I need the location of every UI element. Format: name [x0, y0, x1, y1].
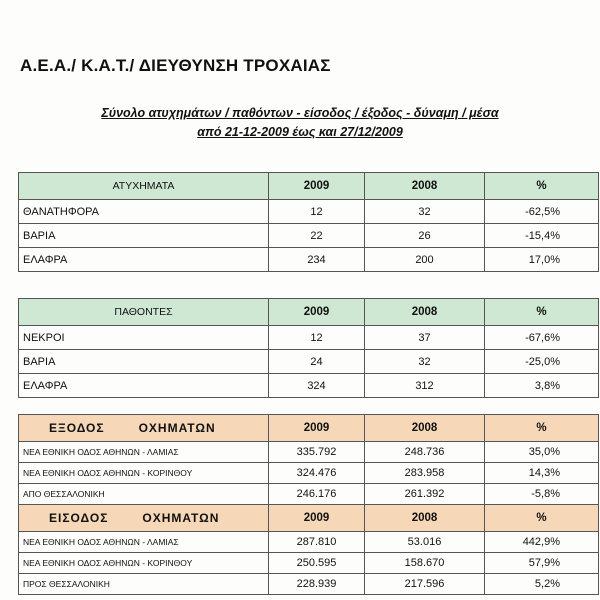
row-label: ΘΑΝΑΤΗΦΟΡΑ	[19, 200, 269, 224]
value-2009: 324	[269, 374, 365, 398]
row-label: ΒΑΡΙΑ	[19, 224, 269, 248]
table-row	[19, 200, 599, 224]
value-2008: 248.736	[365, 442, 485, 463]
value-pct: -62,5%	[485, 200, 599, 224]
value-2009: 287.810	[269, 532, 365, 553]
row-label: ΝΕΑ ΕΘΝΙΚΗ ΟΔΟΣ ΑΘΗΝΩΝ - ΛΑΜΙΑΣ	[19, 442, 269, 463]
value-pct: -25,0%	[485, 350, 599, 374]
row-label: ΝΕΑ ΕΘΝΙΚΗ ΟΔΟΣ ΑΘΗΝΩΝ - ΛΑΜΙΑΣ	[19, 532, 269, 553]
value-2008: 312	[365, 374, 485, 398]
value-pct: 442,9%	[485, 532, 599, 553]
accidents-header-2009: 2009	[269, 173, 365, 200]
table-row	[19, 224, 599, 248]
value-2008: 217.596	[365, 574, 485, 595]
victims-header-pct: %	[485, 299, 599, 326]
value-pct: 17,0%	[485, 248, 599, 272]
value-pct: -15,4%	[485, 224, 599, 248]
table-row	[19, 374, 599, 398]
value-2008: 283.958	[365, 463, 485, 484]
document-subtitle	[0, 104, 600, 142]
accidents-header-2008: 2008	[365, 173, 485, 200]
value-pct: 57,9%	[485, 553, 599, 574]
value-2009: 335.792	[269, 442, 365, 463]
entry-header-row	[19, 505, 599, 532]
value-2008: 200	[365, 248, 485, 272]
row-label: ΕΛΑΦΡΑ	[19, 248, 269, 272]
entry-header-word-1: ΕΙΣΟΔΟΣ	[49, 511, 109, 525]
value-2008: 32	[365, 200, 485, 224]
row-label: ΝΕΚΡΟΙ	[19, 326, 269, 350]
value-2009: 234	[269, 248, 365, 272]
row-label: ΒΑΡΙΑ	[19, 350, 269, 374]
victims-header-2008: 2008	[365, 299, 485, 326]
row-label: ΝΕΑ ΕΘΝΙΚΗ ΟΔΟΣ ΑΘΗΝΩΝ - ΚΟΡΙΝΘΟΥ	[19, 553, 269, 574]
table-row	[19, 484, 599, 505]
accidents-header-pct: %	[485, 173, 599, 200]
table-row	[19, 248, 599, 272]
table-row	[19, 574, 599, 595]
table-row	[19, 442, 599, 463]
value-2008: 158.670	[365, 553, 485, 574]
value-pct: 5,2%	[485, 574, 599, 595]
exit-header-2008: 2008	[365, 415, 485, 442]
value-pct: 14,3%	[485, 463, 599, 484]
accidents-header-label: ΑΤΥΧΗΜΑΤΑ	[19, 173, 269, 200]
value-2009: 228.939	[269, 574, 365, 595]
exit-header-label	[19, 415, 269, 442]
document-title: Α.Ε.Α./ Κ.Α.Τ./ ΔΙΕΥΘΥΝΣΗ ΤΡΟΧΑΙΑΣ	[20, 56, 331, 75]
value-2008: 53.016	[365, 532, 485, 553]
victims-header-row	[19, 299, 599, 326]
table-row	[19, 553, 599, 574]
entry-header-word-2: ΟΧΗΜΑΤΩΝ	[142, 511, 220, 525]
table-row	[19, 350, 599, 374]
value-2008: 32	[365, 350, 485, 374]
table-row	[19, 463, 599, 484]
vehicles-table	[18, 414, 599, 595]
value-2009: 246.176	[269, 484, 365, 505]
value-pct: -67,6%	[485, 326, 599, 350]
value-2009: 12	[269, 200, 365, 224]
exit-header-word-1: ΕΞΟΔΟΣ	[49, 421, 105, 435]
exit-header-row	[19, 415, 599, 442]
value-2009: 250.595	[269, 553, 365, 574]
victims-header-2009: 2009	[269, 299, 365, 326]
entry-header-pct: %	[485, 505, 599, 532]
value-2009: 324.476	[269, 463, 365, 484]
table-row	[19, 532, 599, 553]
value-pct: 3,8%	[485, 374, 599, 398]
entry-header-2009: 2009	[269, 505, 365, 532]
row-label: ΕΛΑΦΡΑ	[19, 374, 269, 398]
victims-header-label: ΠΑΘΟΝΤΕΣ	[19, 299, 269, 326]
exit-header-word-2: ΟΧΗΜΑΤΩΝ	[138, 421, 216, 435]
value-2008: 26	[365, 224, 485, 248]
exit-header-2009: 2009	[269, 415, 365, 442]
value-2009: 24	[269, 350, 365, 374]
value-2008: 261.392	[365, 484, 485, 505]
value-pct: -5,8%	[485, 484, 599, 505]
row-label: ΑΠΟ ΘΕΣΣΑΛΟΝΙΚΗ	[19, 484, 269, 505]
table-row	[19, 326, 599, 350]
entry-header-2008: 2008	[365, 505, 485, 532]
value-2009: 22	[269, 224, 365, 248]
victims-table	[18, 298, 599, 398]
accidents-table	[18, 172, 599, 272]
value-2008: 37	[365, 326, 485, 350]
accidents-header-row	[19, 173, 599, 200]
value-2009: 12	[269, 326, 365, 350]
row-label: ΝΕΑ ΕΘΝΙΚΗ ΟΔΟΣ ΑΘΗΝΩΝ - ΚΟΡΙΝΘΟΥ	[19, 463, 269, 484]
subtitle-line-1: Σύνολο ατυχημάτων / παθόντων - είσοδος / έξοδος - δύναμη / μέσα	[101, 106, 499, 120]
row-label: ΠΡΟΣ ΘΕΣΣΑΛΟΝΙΚΗ	[19, 574, 269, 595]
exit-header-pct: %	[485, 415, 599, 442]
subtitle-line-2: από 21-12-2009 έως και 27/12/2009	[197, 125, 403, 139]
entry-header-label	[19, 505, 269, 532]
value-pct: 35,0%	[485, 442, 599, 463]
